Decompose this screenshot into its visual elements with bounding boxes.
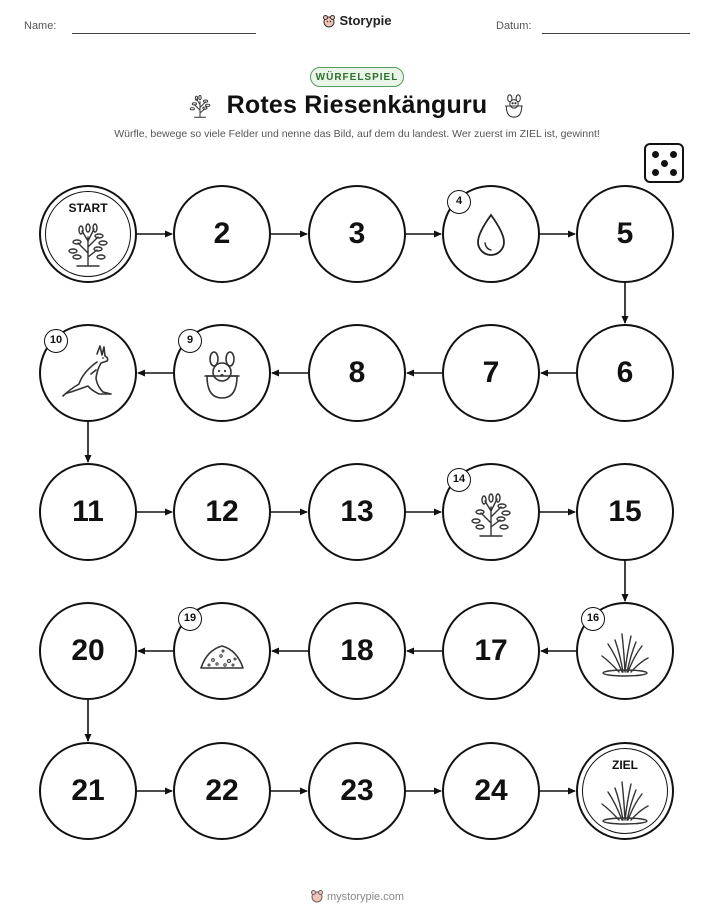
board-field — [442, 463, 540, 561]
brand-name: Storypie — [339, 13, 392, 28]
board-field — [173, 185, 271, 283]
board-field — [39, 602, 137, 700]
field-number: 17 — [474, 634, 508, 667]
board-field — [173, 324, 271, 422]
board-field — [442, 324, 540, 422]
field-number: 24 — [474, 774, 508, 807]
board-field — [173, 463, 271, 561]
board-field — [173, 742, 271, 840]
field-number-badge: 19 — [178, 607, 202, 631]
footer-url: mystorypie.com — [326, 891, 405, 903]
field-number: 11 — [72, 495, 104, 528]
field-number: 18 — [340, 634, 374, 667]
board-field — [308, 742, 406, 840]
goal-field — [576, 742, 674, 840]
board-field — [308, 463, 406, 561]
board-field — [576, 463, 674, 561]
storypie-mascot-icon — [310, 889, 324, 906]
board-field — [576, 185, 674, 283]
field-number-badge: 4 — [447, 190, 471, 214]
field-number: 15 — [608, 495, 642, 528]
field-number: 7 — [482, 356, 500, 389]
field-number-badge: 9 — [178, 329, 202, 353]
field-number-badge: 14 — [447, 468, 471, 492]
board-field — [308, 185, 406, 283]
field-number: 21 — [71, 774, 105, 807]
board-field — [39, 324, 137, 422]
shrub-icon — [41, 187, 135, 281]
board-field — [442, 742, 540, 840]
field-number: 6 — [616, 356, 634, 389]
board-field — [308, 324, 406, 422]
board-field — [576, 324, 674, 422]
page-title: Rotes Riesenkänguru — [226, 91, 488, 119]
name-label: Name: — [24, 20, 57, 32]
board-field — [442, 185, 540, 283]
field-number: 13 — [340, 495, 374, 528]
board-field — [308, 602, 406, 700]
game-type-badge: WÜRFELSPIEL — [310, 67, 404, 87]
field-number: 12 — [205, 495, 239, 528]
board-field — [576, 602, 674, 700]
grass-icon — [578, 744, 672, 838]
field-number: 23 — [340, 774, 374, 807]
board-field — [39, 742, 137, 840]
instructions: Würfle, bewege so viele Felder und nenne das Bild, auf dem du landest. Wer zuerst im ZIEL ist, gewinnt! — [114, 128, 600, 140]
field-number: 2 — [213, 217, 231, 250]
field-number: 20 — [71, 634, 105, 667]
field-number-badge: 16 — [581, 607, 605, 631]
start-field — [39, 185, 137, 283]
board-field — [442, 602, 540, 700]
field-label: ZIEL — [612, 758, 638, 772]
date-label: Datum: — [496, 20, 532, 32]
footer — [0, 889, 714, 906]
field-number: 8 — [348, 356, 366, 389]
field-number: 3 — [348, 217, 366, 250]
field-number: 5 — [616, 217, 634, 250]
board-field — [173, 602, 271, 700]
field-label: START — [68, 201, 108, 215]
board-field — [39, 463, 137, 561]
field-number-badge: 10 — [44, 329, 68, 353]
field-number: 22 — [205, 774, 239, 807]
